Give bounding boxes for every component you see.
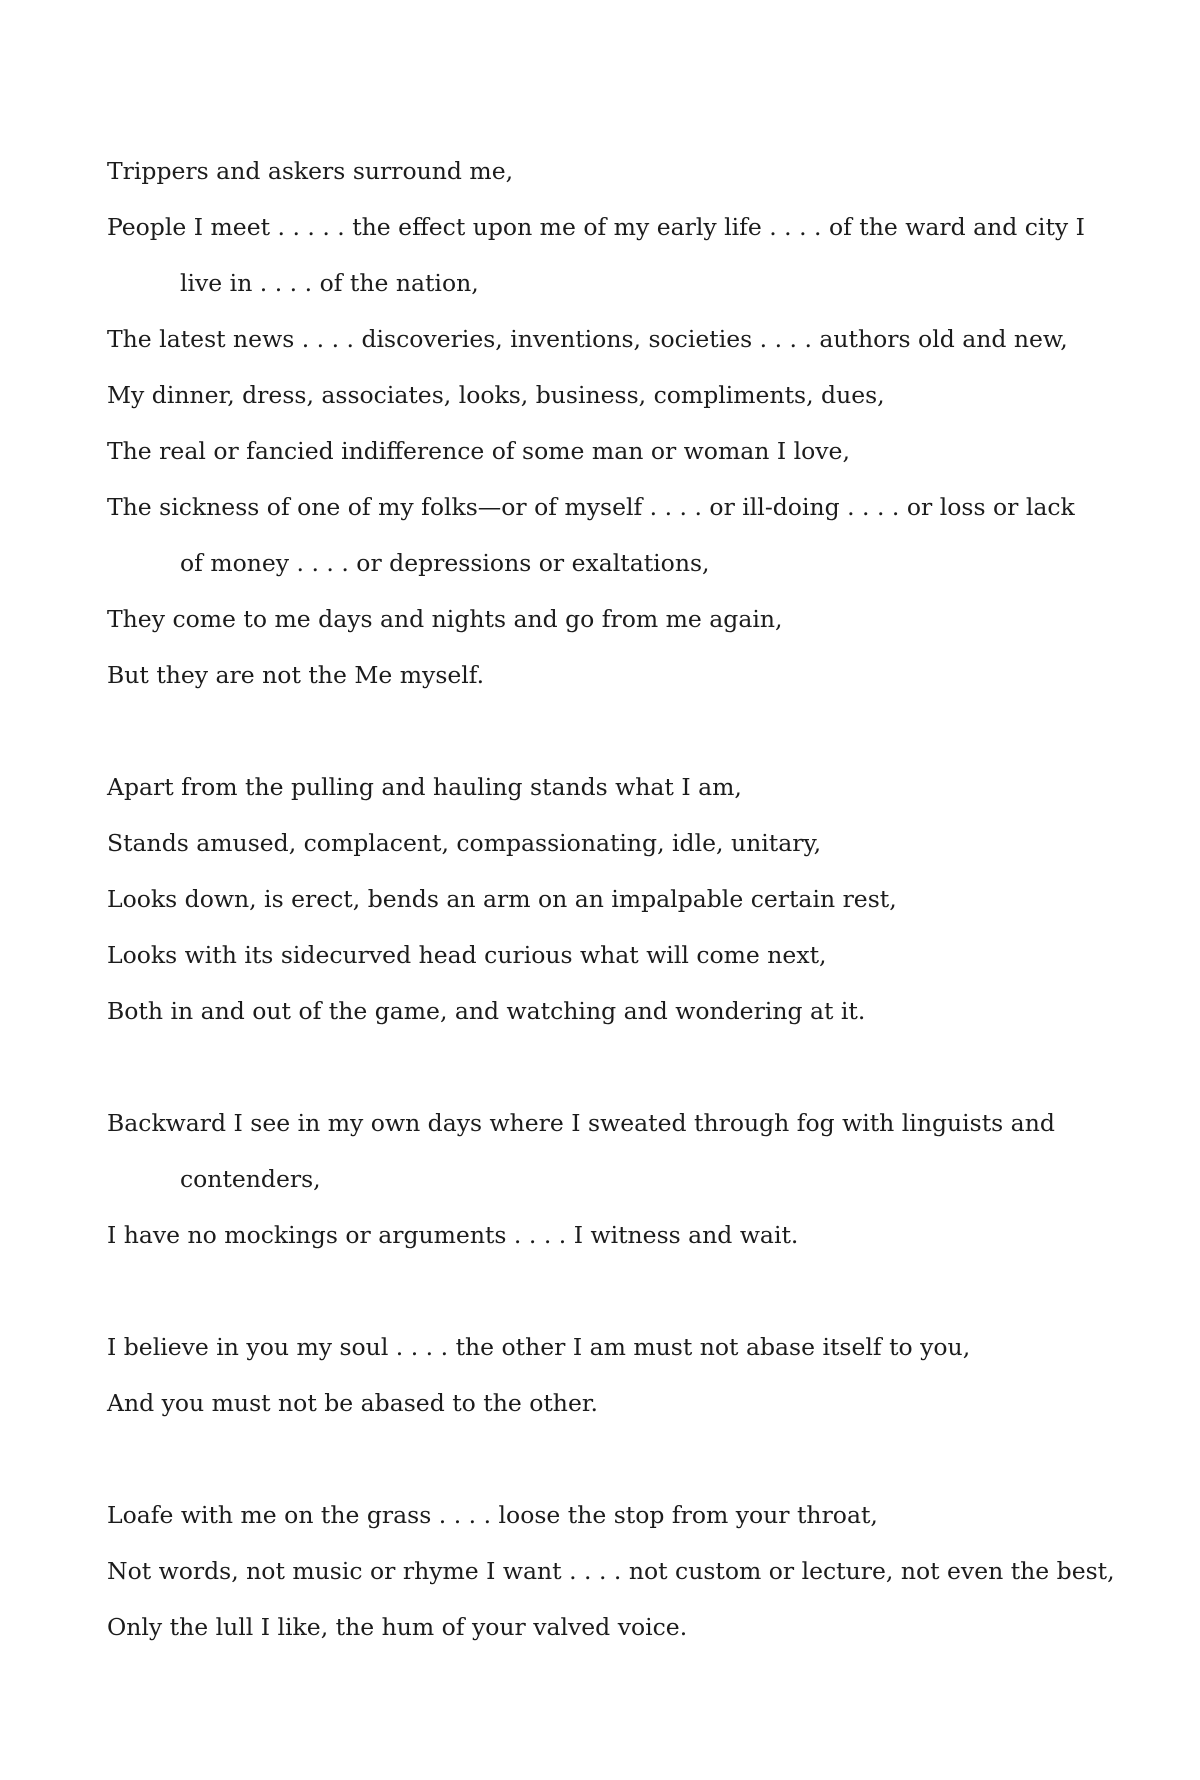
poem-line: They come to me days and nights and go from me again, [107, 605, 783, 633]
poem-line [107, 1095, 1147, 1207]
poem-line: Looks down, is erect, bends an arm on an impalpable certain rest, [107, 885, 897, 913]
poem-line-continuation: contenders, [180, 1165, 321, 1193]
poem-line: Not words, not music or rhyme I want . . . . not custom or lecture, not even the best, [107, 1557, 1115, 1585]
poem-line: Apart from the pulling and hauling stands what I am, [107, 773, 742, 801]
poem-line-text: Backward I see in my own days where I sweated through fog with linguists and [107, 1109, 1055, 1137]
poem-page [107, 143, 1147, 1711]
poem-line: My dinner, dress, associates, looks, business, compliments, dues, [107, 381, 885, 409]
stanza-4 [107, 1319, 1147, 1431]
poem-line [107, 199, 1147, 311]
stanza-1 [107, 143, 1147, 703]
poem-line: Looks with its sidecurved head curious what will come next, [107, 941, 827, 969]
poem-line: The latest news . . . . discoveries, inventions, societies . . . . authors old and new, [107, 325, 1068, 353]
poem-line: Loafe with me on the grass . . . . loose the stop from your throat, [107, 1501, 878, 1529]
poem-line: I have no mockings or arguments . . . . I witness and wait. [107, 1221, 799, 1249]
stanza-5 [107, 1487, 1147, 1655]
poem-line-continuation: of money . . . . or depressions or exaltations, [180, 549, 710, 577]
poem-line: But they are not the Me myself. [107, 661, 485, 689]
poem-line: The real or fancied indifference of some man or woman I love, [107, 437, 850, 465]
poem-line-text: People I meet . . . . . the effect upon me of my early life . . . . of the ward and city I [107, 213, 1085, 241]
poem-line: Only the lull I like, the hum of your valved voice. [107, 1613, 688, 1641]
stanza-3 [107, 1095, 1147, 1263]
poem-line: I believe in you my soul . . . . the other I am must not abase itself to you, [107, 1333, 971, 1361]
poem-line-text: The sickness of one of my folks—or of myself . . . . or ill-doing . . . . or loss or lack [107, 493, 1075, 521]
poem-line: Trippers and askers surround me, [107, 157, 514, 185]
poem-line: And you must not be abased to the other. [107, 1389, 598, 1417]
poem-line-continuation: live in . . . . of the nation, [180, 269, 479, 297]
stanza-2 [107, 759, 1147, 1039]
poem-line [107, 479, 1147, 591]
poem-line: Both in and out of the game, and watching and wondering at it. [107, 997, 866, 1025]
poem-line: Stands amused, complacent, compassionating, idle, unitary, [107, 829, 822, 857]
